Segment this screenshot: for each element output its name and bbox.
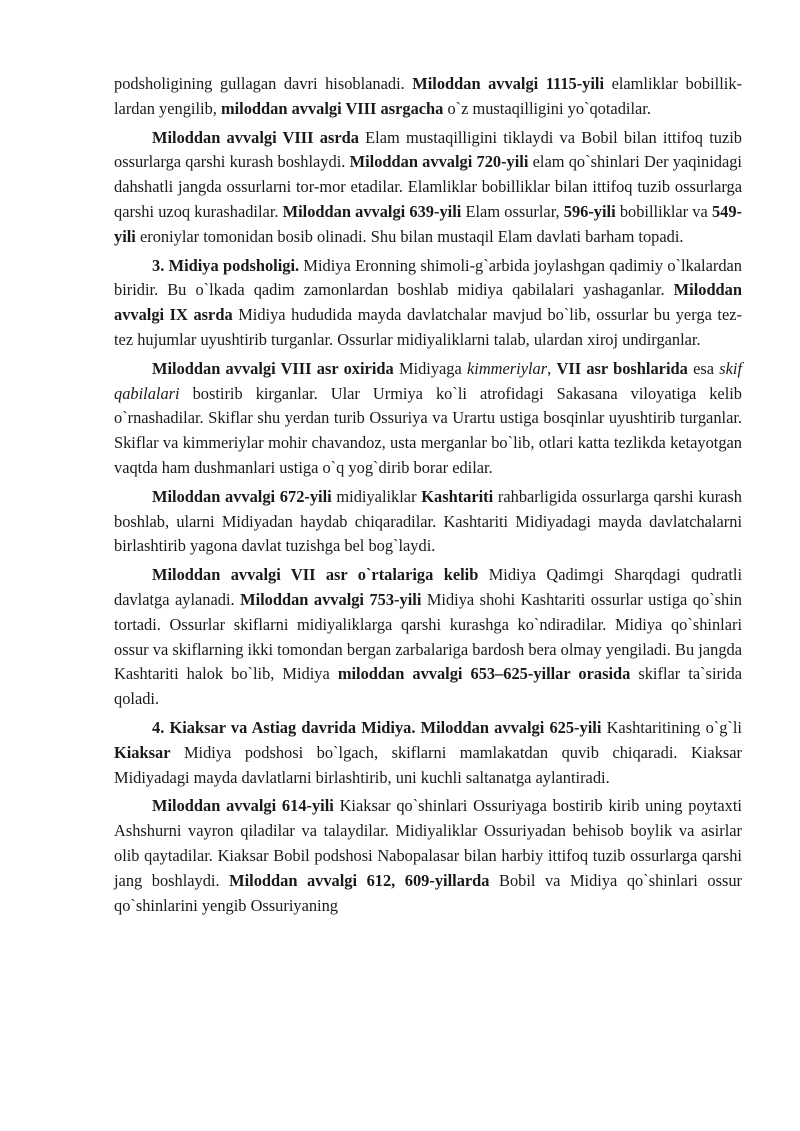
body-text: skiflar ta`sirida qoladi. (114, 664, 742, 709)
bold-text: Miloddan avvalgi 639-yili (282, 201, 462, 221)
body-text: Midiya Qadimgi Sharqdagi qudratli davlatga aylanadi. (114, 565, 742, 609)
bold-text: 549-yili (114, 201, 742, 246)
paragraph (114, 254, 742, 353)
bold-text: VII asr boshlarida (556, 358, 688, 378)
body-text: Elam ossurlar, (461, 201, 564, 221)
body-text: Kashtaritining o`g`li (601, 717, 742, 737)
paragraph (114, 485, 742, 559)
italic-text: skif qabilalari (114, 358, 743, 403)
body-text: , (547, 358, 557, 378)
body-text: Midiya shohi Kashtariti ossurlar ustiga qo`shin tortadi. Ossurlar skiflarni midiyaliklarga qarshi kurashga ko`ndiradilar. Midiya qo`shinlari ossur va skiflarning ikki tomondan bergan zarbalariga bardosh bera olmay yengiladi. Bu jangda Kashtariti halok bo`lib, Midiya (114, 589, 742, 684)
bold-text: 4. Kiaksar va Astiag davrida Midiya. Miloddan avvalgi 625-yili (152, 717, 602, 737)
paragraph (114, 72, 742, 122)
paragraph (114, 716, 742, 790)
body-text: rahbarligida ossurlarga qarshi kurash boshlab, ularni Midiyadan haydab chiqaradilar. Kashtariti Midiyadagi mayda davlatchalarni birlashtirib yagona davlat tuzishga bel bog`laydi. (114, 486, 743, 556)
body-text: elamliklar bobillik-lardan yengilib, (114, 74, 742, 118)
bold-text: miloddan avvalgi 653–625-yillar orasida (337, 664, 631, 684)
body-text: Bobil va Midiya qo`shinlari ossur qo`shinlarini yengib Ossuriyaning (114, 870, 742, 915)
italic-text: kimmeriylar (467, 358, 548, 378)
body-text: bobilliklar va (615, 201, 712, 221)
body-text: Kiaksar qo`shinlari Ossuriyaga bostirib kirib uning poytaxti Ashshurni vayron qiladilar va talaydilar. Midiyaliklar Ossuriyadan behisob boylik va asirlar olib qaytadilar. Kiaksar Bobil podshosi Nabopalasar bilan harbiy ittifoq tuzib ossurlarga qarshi jang boshlaydi. (114, 796, 742, 890)
body-text: Midiyaga (393, 358, 468, 378)
body-text: bostirib kirganlar. Ular Urmiya ko`li atrofidagi Sakasana viloyatiga kelib o`rnashadilar. Skiflar shu yerdan turib Ossuriya va Urartu ustiga bosqinlar uyushtirib turganlar. Skiflar va kimmeriylar mohir chavandoz, usta merganlar bo`lib, otlari katta tezlikda ketayotgan vaqtda ham dushmanlari ustiga o`q yog`dirib borar edilar. (114, 383, 742, 477)
bold-text: Miloddan avvalgi 720-yili (349, 152, 529, 172)
bold-text: Miloddan avvalgi VII asr o`rtalariga kelib (152, 565, 479, 585)
paragraph (114, 357, 742, 481)
body-text: midiyaliklar (331, 486, 422, 506)
bold-text: Miloddan avvalgi 1115-yili (412, 74, 605, 93)
bold-text: Miloddan avvalgi 614-yili (152, 796, 334, 816)
body-text: Midiya podshosi bo`lgach, skiflarni mamlakatdan quvib chiqaradi. Kiaksar Midiyadagi mayda davlatlarni birlashtirib, uni kuchli saltanatga aylantiradi. (114, 742, 742, 787)
bold-text: Miloddan avvalgi 612, 609-yillarda (229, 870, 490, 890)
body-text: esa (687, 358, 720, 378)
bold-text: Miloddan avvalgi VIII asrda (152, 127, 359, 147)
paragraph (114, 126, 742, 250)
bold-text: Miloddan avvalgi IX asrda (114, 280, 742, 325)
bold-text: Miloddan avvalgi VIII asr oxirida (152, 358, 394, 378)
bold-text: 3. Midiya podsholigi. (152, 255, 300, 275)
body-text: elam qo`shinlari Der yaqinidagi dahshatli jangda ossurlarni tor-mor etadilar. Elamliklar bobilliklar bilan ittifoq tuzib ossurlarga qarshi uzoq kurashadilar. (114, 152, 742, 221)
body-text: Elam mustaqilligini tiklaydi va Bobil bilan ittifoq tuzib ossurlarga qarshi kurash boshlaydi. (114, 127, 742, 172)
bold-text: 596-yili (563, 201, 616, 221)
body-text: Midiya Eronning shimoli-g`arbida joylashgan qadimiy o`lkalardan biridir. Bu o`lkada qadim zamonlardan boshlab midiya qabilalari yashaganlar. (114, 255, 742, 300)
body-text: podsholigining gullagan davri hisoblanadi. (114, 74, 413, 93)
bold-text: Miloddan avvalgi 672-yili (152, 486, 332, 506)
body-text: eroniylar tomonidan bosib olinadi. Shu bilan mustaqil Elam davlati barham topadi. (135, 226, 684, 246)
bold-text: miloddan avvalgi VIII asrgacha (220, 98, 444, 118)
body-text: Midiya hududida mayda davlatchalar mavjud bo`lib, ossurlar bu yerga tez-tez hujumlar uyushtirib turganlar. Ossurlar midiyaliklarni talab, ulardan xiroj undirganlar. (114, 305, 742, 349)
bold-text: Kiaksar (114, 742, 171, 762)
document-page (114, 72, 742, 918)
paragraph (114, 563, 742, 712)
paragraph (114, 794, 742, 918)
bold-text: Kashtariti (421, 486, 494, 506)
body-text: o`z mustaqilligini yo`qotadilar. (443, 98, 651, 118)
bold-text: Miloddan avvalgi 753-yili (240, 589, 422, 609)
